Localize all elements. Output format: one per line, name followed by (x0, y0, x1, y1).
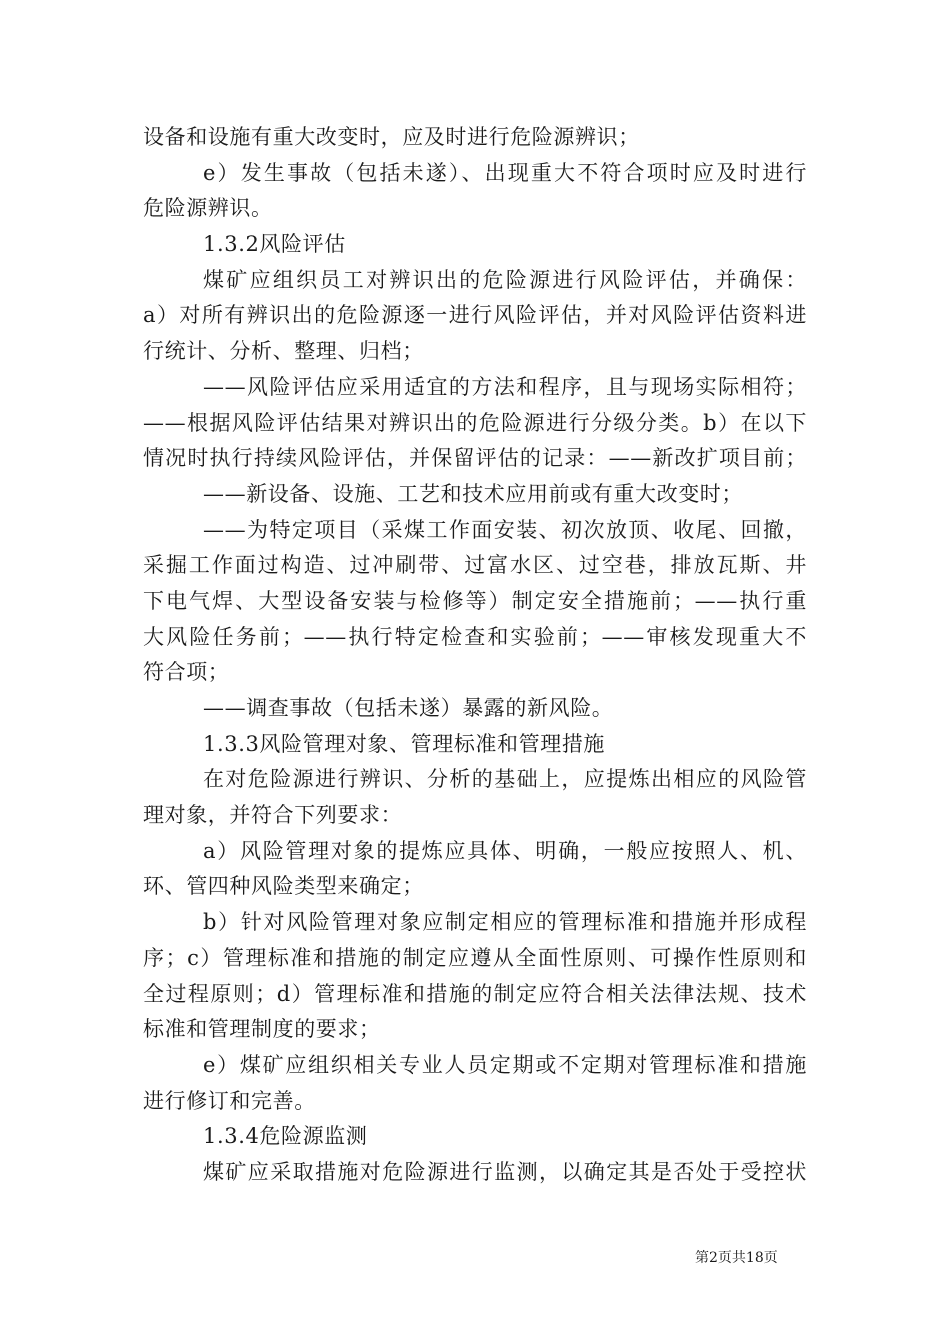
page-number-footer: 第2页共18页 (695, 1250, 778, 1266)
text-line: ——风险评估应采用适宜的方法和程序，且与现场实际相符； (203, 374, 807, 399)
text-line: ——调查事故（包括未遂）暴露的新风险。 (203, 696, 614, 720)
document-body (143, 120, 807, 1191)
text-line: 大风险任务前；——执行特定检查和实验前；——审核发现重大不 (143, 624, 807, 649)
text-line: 1.3.3风险管理对象、管理标准和管理措施 (203, 731, 606, 756)
text-line: 1.3.2风险评估 (203, 232, 346, 257)
text-line: 煤矿应组织员工对辨识出的危险源进行风险评估，并确保： (203, 267, 807, 292)
text-line: 1.3.4危险源监测 (203, 1124, 368, 1149)
text-line: 煤矿应采取措施对危险源进行监测，以确定其是否处于受控状 (203, 1159, 807, 1184)
text-line: e）煤矿应组织相关专业人员定期或不定期对管理标准和措施 (203, 1052, 807, 1077)
text-line: 序；c）管理标准和措施的制定应遵从全面性原则、可操作性原则和 (143, 945, 807, 970)
text-line: 环、管四种风险类型来确定； (143, 874, 424, 899)
text-line: 理对象，并符合下列要求： (143, 803, 403, 828)
text-line: 全过程原则；d）管理标准和措施的制定应符合相关法律法规、技术 (143, 981, 807, 1006)
text-line: ——为特定项目（采煤工作面安装、初次放顶、收尾、回撤， (203, 517, 807, 542)
text-line: a）风险管理对象的提炼应具体、明确，一般应按照人、机、 (203, 838, 807, 863)
text-line: 危险源辨识。 (143, 196, 273, 221)
text-line: 采掘工作面过构造、过冲刷带、过富水区、过空巷，排放瓦斯、井 (143, 553, 807, 578)
text-line: 在对危险源进行辨识、分析的基础上，应提炼出相应的风险管 (203, 767, 807, 792)
text-line: e）发生事故（包括未遂）、出现重大不符合项时应及时进行 (203, 160, 807, 185)
text-line: ——新设备、设施、工艺和技术应用前或有重大改变时； (203, 481, 743, 506)
text-line: b）针对风险管理对象应制定相应的管理标准和措施并形成程 (203, 910, 807, 935)
text-line: 下电气焊、大型设备安装与检修等）制定安全措施前；——执行重 (143, 588, 807, 613)
text-line: 符合项； (143, 660, 230, 685)
text-line: 标准和管理制度的要求； (143, 1017, 381, 1042)
text-line: ——根据风险评估结果对辨识出的危险源进行分级分类。b）在以下 (143, 410, 807, 435)
text-line: 设备和设施有重大改变时，应及时进行危险源辨识； (143, 125, 640, 149)
text-line: a）对所有辨识出的危险源逐一进行风险评估，并对风险评估资料进 (143, 303, 807, 328)
text-line: 进行修订和完善。 (143, 1088, 316, 1113)
text-line: 行统计、分析、整理、归档； (143, 339, 424, 364)
text-line: 情况时执行持续风险评估，并保留评估的记录：——新改扩项目前； (143, 446, 807, 471)
